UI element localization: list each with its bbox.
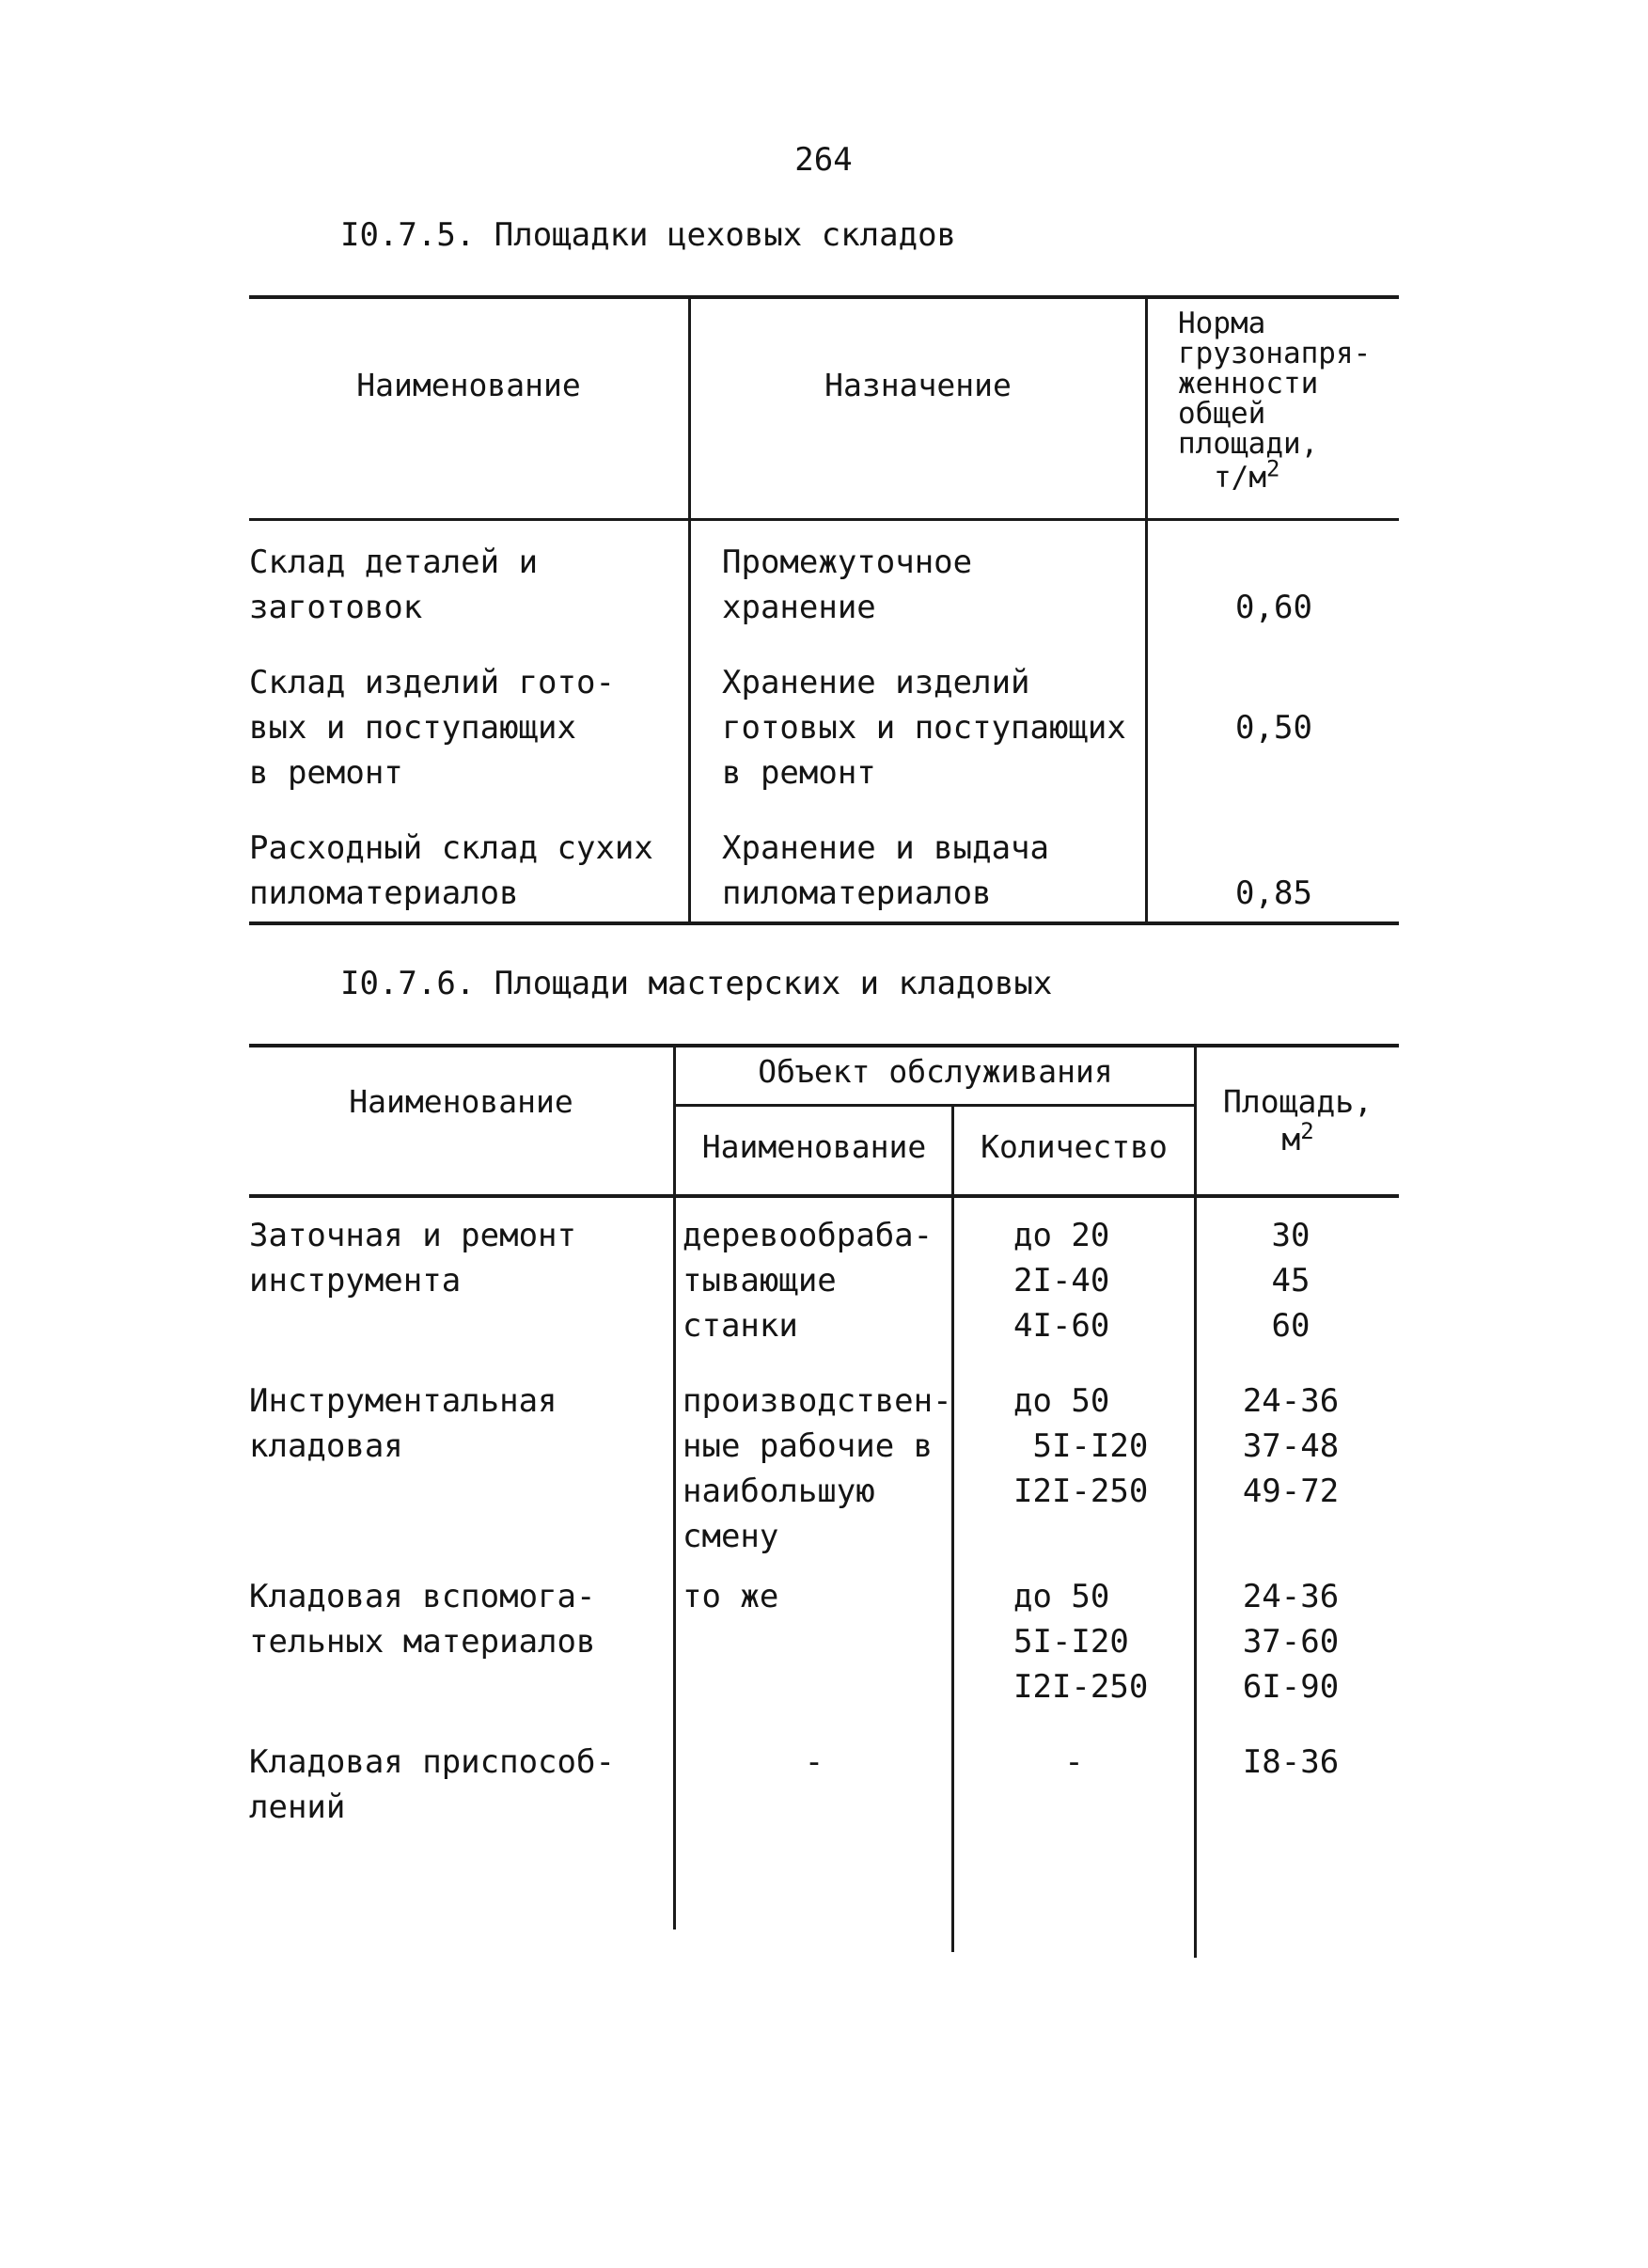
table-cell-object: - [804,1743,824,1781]
section-title-10-7-6: I0.7.6. Площади мастерских и кладовых [340,965,1053,1002]
table-cell-quantity: до 50 5I-I20 I2I-250 [1013,1382,1149,1510]
table-cell-area: 30 45 60 [1271,1217,1311,1345]
table-cell-name: Склад деталей и заготовок [249,543,539,626]
column-header-name: Наименование [349,1083,573,1120]
table-cell-object: деревообраба- тывающие станки [683,1217,934,1345]
table-cell-name: Склад изделий гото- вых и поступающих в ремонт [249,664,615,792]
column-divider [1145,297,1148,921]
table-header-rule [249,1194,1399,1198]
table-cell-quantity: до 20 2I-40 4I-60 [1013,1217,1110,1345]
column-header-purpose: Назначение [824,367,1012,403]
column-header-norm-label: Норма грузонапря- женности общей площади, [1178,307,1372,461]
table-cell-quantity: - [1064,1743,1084,1781]
table-header-rule [249,518,1399,521]
norm-unit-text: т/м [1214,461,1266,495]
table-cell-norm: 0,85 [1235,874,1312,912]
table-cell-name: Расходный склад сухих пиломатериалов [249,829,653,912]
table-top-rule [249,1044,1399,1047]
table-cell-object: то же [683,1578,779,1615]
table-cell-quantity: до 50 5I-I20 I2I-250 [1013,1578,1149,1706]
table-cell-object: производствен- ные рабочие в наибольшую смену [683,1382,952,1555]
table-cell-purpose: Хранение изделий готовых и поступающих в ремонт [722,664,1126,792]
section-title-10-7-5: I0.7.5. Площадки цеховых складов [340,216,957,254]
table-cell-name: Кладовая приспособ- лений [249,1743,615,1826]
column-group-header-object: Объект обслуживания [758,1053,1113,1090]
column-header-area [1197,1083,1399,1158]
column-divider [673,1044,676,1929]
table-bottom-rule [249,921,1399,925]
table-cell-area: 24-36 37-48 49-72 [1242,1382,1340,1510]
table-cell-norm: 0,50 [1235,709,1312,747]
table-cell-area: 24-36 37-60 6I-90 [1242,1578,1340,1706]
column-header-area-unit [1197,1118,1399,1158]
table-cell-name: Заточная и ремонт инструмента [249,1217,576,1299]
table-cell-norm: 0,60 [1235,589,1312,626]
area-unit-superscript: 2 [1300,1118,1314,1144]
area-unit-text: м [1281,1121,1301,1158]
table-cell-name: Кладовая вспомога- тельных материалов [249,1578,596,1661]
subheader-rule [674,1104,1197,1107]
table-cell-area: I8-36 [1242,1743,1340,1781]
table-cell-purpose: Промежуточное хранение [722,543,973,626]
table-top-rule [249,295,1399,299]
column-header-name: Наименование [356,367,581,403]
page-number: 264 [794,141,853,179]
column-header-norm [1178,308,1399,496]
column-header-area-label: Площадь, [1223,1083,1373,1120]
table-cell-name: Инструментальная кладовая [249,1382,557,1465]
column-header-quantity: Количество [981,1128,1168,1165]
table-cell-purpose: Хранение и выдача пиломатериалов [722,829,1049,912]
column-header-object-name: Наименование [701,1128,927,1165]
column-header-norm-unit [1178,455,1399,496]
norm-unit-superscript: 2 [1266,455,1280,482]
